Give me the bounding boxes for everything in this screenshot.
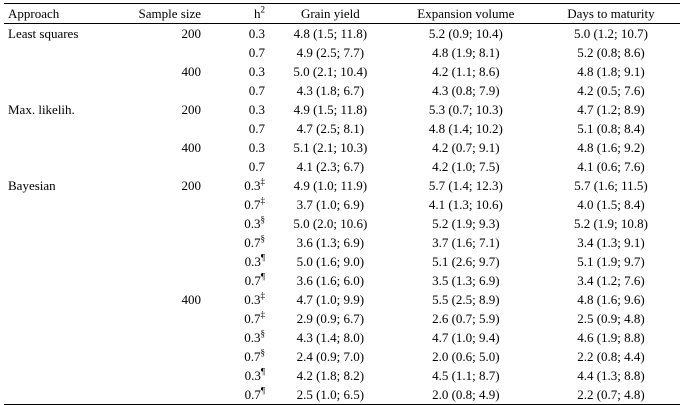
cell-h2 [211, 195, 271, 214]
cell-days-to-maturity: 4.8 (1.6; 9.6) [577, 292, 645, 307]
table-row [4, 81, 680, 100]
table-row [4, 233, 680, 252]
cell-h2-footnote-mark: § [260, 328, 265, 339]
cell-h2-value: 0.3 [244, 216, 261, 231]
cell-grain-yield: 5.0 (2.0; 10.6) [293, 216, 368, 231]
header-grain-yield: Grain yield [271, 4, 390, 24]
cell-sample-size [112, 81, 211, 100]
cell-h2-footnote-mark: ‡ [260, 309, 265, 320]
cell-approach [4, 62, 112, 81]
cell-h2-footnote-mark: § [260, 214, 265, 225]
cell-h2-value: 0.3 [248, 26, 265, 41]
cell-h2 [211, 119, 271, 138]
cell-sample-size: 400 [181, 140, 201, 155]
cell-approach: Least squares [8, 26, 79, 41]
cell-days-to-maturity: 5.7 (1.6; 11.5) [574, 178, 648, 193]
cell-approach [4, 157, 112, 176]
cell-sample-size: 200 [181, 178, 201, 193]
header-days-to-maturity: Days to maturity [542, 4, 680, 24]
header-h2 [211, 4, 271, 24]
cell-days-to-maturity: 5.2 (1.9; 10.8) [573, 216, 648, 231]
cell-h2-value: 0.7 [248, 83, 265, 98]
header-sample-size: Sample size [112, 4, 211, 24]
cell-approach [4, 138, 112, 157]
cell-h2-value: 0.7 [244, 235, 261, 250]
cell-sample-size [112, 195, 211, 214]
cell-expansion-volume: 4.3 (0.8; 7.9) [432, 83, 500, 98]
cell-h2 [211, 43, 271, 62]
header-h2-superscript: 2 [260, 4, 265, 15]
cell-approach [4, 290, 112, 309]
cell-expansion-volume: 2.0 (0.8; 4.9) [390, 385, 542, 405]
cell-h2 [211, 385, 271, 405]
cell-expansion-volume: 5.5 (2.5; 8.9) [432, 292, 500, 307]
cell-h2-value: 0.7 [244, 311, 261, 326]
cell-h2 [211, 62, 271, 81]
table-row [4, 347, 680, 366]
cell-grain-yield: 4.3 (1.8; 6.7) [296, 83, 365, 98]
cell-sample-size [112, 233, 211, 252]
cell-days-to-maturity: 5.2 (0.8; 8.6) [577, 45, 645, 60]
cell-h2-value: 0.7 [244, 387, 261, 402]
cell-days-to-maturity: 2.2 (0.8; 4.4) [577, 349, 645, 364]
cell-grain-yield: 4.2 (1.8; 8.2) [296, 368, 365, 383]
table-row [4, 385, 680, 405]
cell-h2-footnote-mark: ‡ [260, 176, 265, 187]
cell-h2-value: 0.3 [244, 292, 261, 307]
cell-h2 [211, 233, 271, 252]
cell-sample-size: 200 [181, 26, 201, 41]
cell-expansion-volume: 4.1 (1.3; 10.6) [428, 197, 503, 212]
cell-h2 [211, 157, 271, 176]
table-row [4, 195, 680, 214]
cell-h2 [211, 81, 271, 100]
table-row [4, 214, 680, 233]
table-row [4, 157, 680, 176]
cell-approach [4, 214, 112, 233]
cell-expansion-volume: 2.6 (0.7; 5.9) [432, 311, 500, 326]
cell-approach [4, 347, 112, 366]
results-table [4, 3, 680, 405]
cell-days-to-maturity: 2.2 (0.7; 4.8) [542, 385, 680, 405]
cell-sample-size [112, 43, 211, 62]
cell-days-to-maturity: 4.2 (0.5; 7.6) [577, 83, 645, 98]
cell-h2 [211, 366, 271, 385]
cell-h2 [211, 347, 271, 366]
table-row [4, 271, 680, 290]
cell-expansion-volume: 5.2 (0.9; 10.4) [428, 26, 503, 41]
cell-expansion-volume: 5.1 (2.6; 9.7) [432, 254, 500, 269]
cell-grain-yield: 4.9 (1.5; 11.8) [293, 102, 368, 117]
cell-expansion-volume: 4.2 (0.7; 9.1) [432, 140, 500, 155]
cell-grain-yield: 4.7 (1.0; 9.9) [296, 292, 365, 307]
cell-expansion-volume: 4.7 (1.0; 9.4) [432, 330, 500, 345]
cell-h2-value: 0.7 [248, 121, 265, 136]
table-row [4, 309, 680, 328]
cell-grain-yield: 4.9 (2.5; 7.7) [296, 45, 365, 60]
cell-h2 [211, 290, 271, 309]
cell-approach [4, 309, 112, 328]
cell-approach [4, 385, 112, 405]
cell-h2 [211, 100, 271, 119]
cell-h2-footnote-mark: § [260, 233, 265, 244]
header-approach: Approach [4, 4, 112, 24]
cell-sample-size [112, 271, 211, 290]
cell-grain-yield: 2.5 (1.0; 6.5) [271, 385, 390, 405]
cell-approach [4, 43, 112, 62]
cell-approach [4, 271, 112, 290]
cell-grain-yield: 4.1 (2.3; 6.7) [296, 159, 365, 174]
cell-days-to-maturity: 4.1 (0.6; 7.6) [577, 159, 645, 174]
cell-h2-value: 0.7 [248, 159, 265, 174]
table-row [4, 62, 680, 81]
cell-h2-footnote-mark: ¶ [260, 385, 265, 396]
cell-h2-value: 0.7 [244, 273, 261, 288]
cell-days-to-maturity: 3.4 (1.2; 7.6) [577, 273, 645, 288]
cell-h2-footnote-mark: § [260, 347, 265, 358]
cell-h2-value: 0.7 [244, 349, 261, 364]
cell-h2 [211, 328, 271, 347]
cell-days-to-maturity: 3.4 (1.3; 9.1) [577, 235, 645, 250]
cell-approach [4, 366, 112, 385]
cell-sample-size [112, 157, 211, 176]
cell-expansion-volume: 5.2 (1.9; 9.3) [432, 216, 500, 231]
cell-expansion-volume: 4.2 (1.1; 8.6) [432, 64, 500, 79]
cell-grain-yield: 5.0 (2.1; 10.4) [293, 64, 368, 79]
cell-expansion-volume: 5.7 (1.4; 12.3) [428, 178, 503, 193]
table-row [4, 252, 680, 271]
cell-h2-footnote-mark: ‡ [260, 290, 265, 301]
cell-days-to-maturity: 5.1 (0.8; 8.4) [577, 121, 645, 136]
cell-approach [4, 233, 112, 252]
cell-days-to-maturity: 2.5 (0.9; 4.8) [577, 311, 645, 326]
table-row [4, 176, 680, 195]
table-row [4, 328, 680, 347]
cell-expansion-volume: 4.5 (1.1; 8.7) [432, 368, 500, 383]
cell-days-to-maturity: 4.6 (1.9; 8.8) [577, 330, 645, 345]
cell-grain-yield: 5.1 (2.1; 10.3) [293, 140, 368, 155]
cell-h2-value: 0.3 [244, 368, 261, 383]
cell-h2-value: 0.3 [248, 140, 265, 155]
cell-approach: Bayesian [8, 178, 56, 193]
table-row [4, 119, 680, 138]
cell-grain-yield: 2.9 (0.9; 6.7) [296, 311, 365, 326]
cell-sample-size: 400 [181, 292, 201, 307]
cell-days-to-maturity: 4.8 (1.8; 9.1) [577, 64, 645, 79]
cell-days-to-maturity: 4.4 (1.3; 8.8) [577, 368, 645, 383]
header-expansion-volume: Expansion volume [390, 4, 542, 24]
cell-h2-value: 0.3 [248, 64, 265, 79]
cell-grain-yield: 4.7 (2.5; 8.1) [296, 121, 365, 136]
cell-approach [4, 81, 112, 100]
cell-h2-footnote-mark: ‡ [260, 195, 265, 206]
header-row [4, 4, 680, 24]
cell-h2 [211, 252, 271, 271]
cell-h2-value: 0.3 [244, 330, 261, 345]
table-row [4, 138, 680, 157]
cell-days-to-maturity: 4.0 (1.5; 8.4) [577, 197, 645, 212]
cell-sample-size [112, 119, 211, 138]
cell-approach [4, 195, 112, 214]
cell-h2-value: 0.3 [244, 254, 261, 269]
cell-grain-yield: 3.6 (1.6; 6.0) [296, 273, 365, 288]
cell-h2-value: 0.3 [248, 102, 265, 117]
cell-approach [4, 252, 112, 271]
header-h2-label: h [254, 6, 261, 21]
cell-grain-yield: 4.9 (1.0; 11.9) [293, 178, 368, 193]
cell-grain-yield: 3.7 (1.0; 6.9) [296, 197, 365, 212]
cell-expansion-volume: 4.8 (1.4; 10.2) [428, 121, 503, 136]
cell-h2 [211, 176, 271, 195]
cell-days-to-maturity: 5.0 (1.2; 10.7) [573, 26, 648, 41]
cell-grain-yield: 4.8 (1.5; 11.8) [293, 26, 368, 41]
table-row [4, 43, 680, 62]
cell-h2-value: 0.3 [244, 178, 261, 193]
cell-expansion-volume: 2.0 (0.6; 5.0) [432, 349, 500, 364]
cell-approach: Max. likelih. [8, 102, 75, 117]
cell-h2 [211, 271, 271, 290]
cell-expansion-volume: 3.7 (1.6; 7.1) [432, 235, 500, 250]
cell-h2-footnote-mark: ¶ [260, 271, 265, 282]
cell-sample-size [112, 385, 211, 405]
cell-grain-yield: 5.0 (1.6; 9.0) [296, 254, 365, 269]
cell-expansion-volume: 4.8 (1.9; 8.1) [432, 45, 500, 60]
table-row [4, 366, 680, 385]
cell-h2 [211, 309, 271, 328]
table-row [4, 100, 680, 119]
table-row [4, 24, 680, 44]
cell-grain-yield: 2.4 (0.9; 7.0) [296, 349, 365, 364]
cell-days-to-maturity: 5.1 (1.9; 9.7) [577, 254, 645, 269]
cell-sample-size: 400 [181, 64, 201, 79]
table-body [4, 24, 680, 405]
cell-days-to-maturity: 4.8 (1.6; 9.2) [577, 140, 645, 155]
cell-sample-size [112, 328, 211, 347]
table-row [4, 290, 680, 309]
cell-expansion-volume: 3.5 (1.3; 6.9) [432, 273, 500, 288]
cell-sample-size [112, 214, 211, 233]
cell-approach [4, 328, 112, 347]
cell-h2 [211, 214, 271, 233]
cell-h2 [211, 138, 271, 157]
cell-h2-value: 0.7 [248, 45, 265, 60]
cell-grain-yield: 4.3 (1.4; 8.0) [296, 330, 365, 345]
cell-approach [4, 119, 112, 138]
cell-grain-yield: 3.6 (1.3; 6.9) [296, 235, 365, 250]
cell-sample-size [112, 309, 211, 328]
cell-expansion-volume: 4.2 (1.0; 7.5) [432, 159, 500, 174]
cell-expansion-volume: 5.3 (0.7; 10.3) [428, 102, 503, 117]
cell-days-to-maturity: 4.7 (1.2; 8.9) [577, 102, 645, 117]
cell-sample-size [112, 252, 211, 271]
cell-h2-footnote-mark: ¶ [260, 252, 265, 263]
cell-h2-footnote-mark: ¶ [260, 366, 265, 377]
cell-h2-value: 0.7 [244, 197, 261, 212]
cell-sample-size: 200 [181, 102, 201, 117]
cell-sample-size [112, 366, 211, 385]
cell-h2 [211, 24, 271, 44]
cell-sample-size [112, 347, 211, 366]
